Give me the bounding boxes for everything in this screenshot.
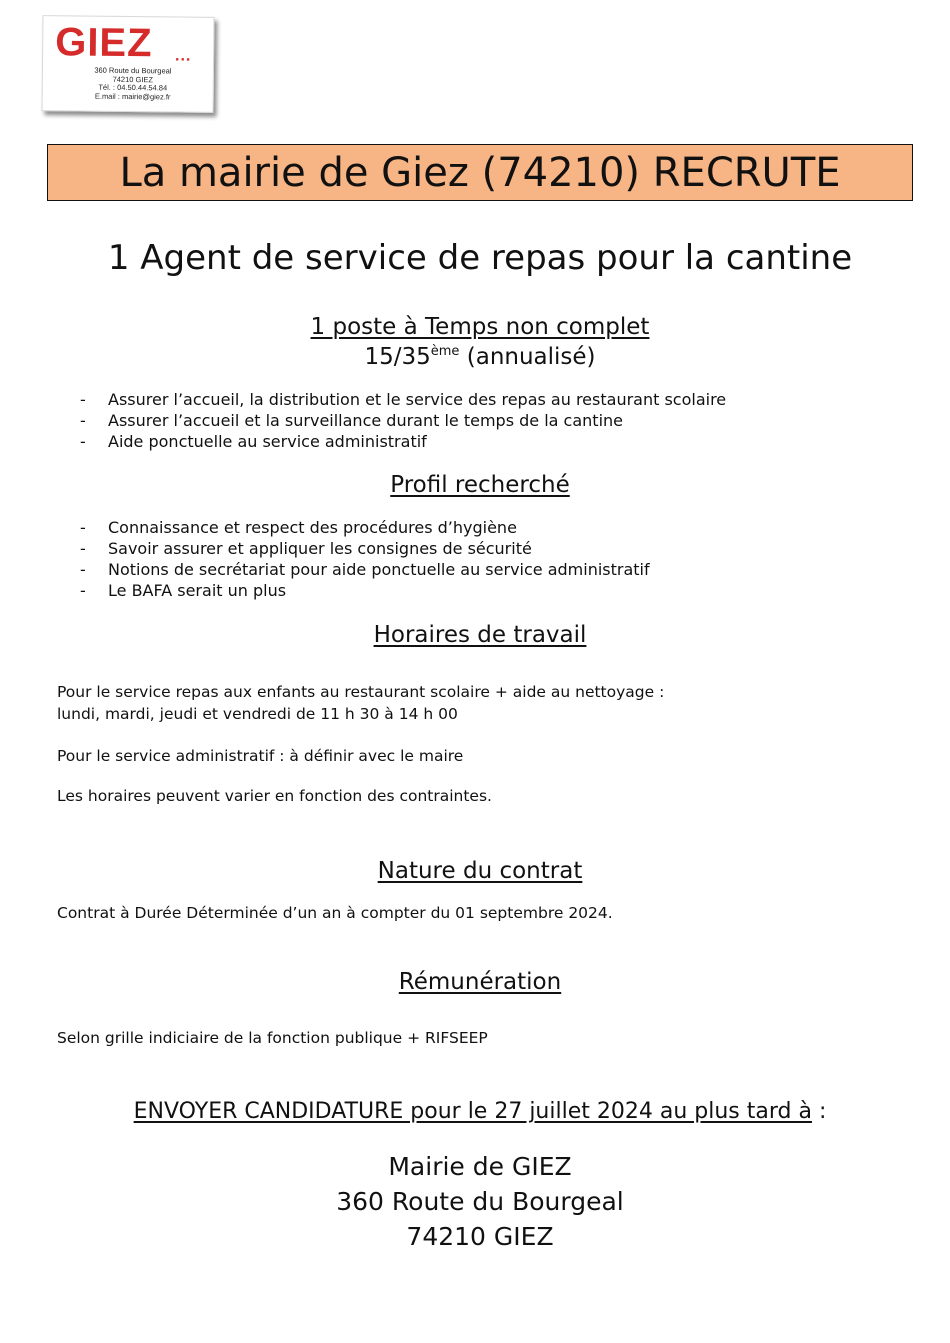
logo-contact-info: [63, 66, 203, 101]
list-item: - Notions de secrétariat pour aide ponctuelle au service administratif: [78, 559, 650, 580]
logo-dots: ...: [174, 47, 192, 65]
missions-list: [78, 389, 726, 452]
job-title: 1 Agent de service de repas pour la cantine: [107, 238, 853, 278]
address-line-1: Mairie de GIEZ: [388, 1152, 572, 1181]
contrat-text: Contrat à Durée Déterminée d’un an à compter du 01 septembre 2024.: [57, 904, 613, 922]
logo-card: [42, 15, 215, 113]
list-item: - Assurer l’accueil et la surveillance durant le temps de la cantine: [78, 410, 726, 431]
list-item: - Assurer l’accueil, la distribution et le service des repas au restaurant scolaire: [78, 389, 726, 410]
cta-suffix: :: [811, 1099, 827, 1124]
logo-phone: Tél. : 04.50.44.54.84: [98, 82, 168, 93]
address-line-3: 74210 GIEZ: [406, 1222, 554, 1251]
horaires-heading: Horaires de travail: [373, 622, 587, 648]
application-cta: [0, 1098, 950, 1126]
remuneration-heading: Rémunération: [398, 969, 562, 995]
horaires-line-4: Les horaires peuvent varier en fonction des contraintes.: [57, 787, 492, 805]
list-item: - Aide ponctuelle au service administratif: [78, 431, 726, 452]
contrat-heading: Nature du contrat: [377, 858, 583, 884]
cta-text: ENVOYER CANDIDATURE pour le 27 juillet 2024 au plus tard à: [133, 1099, 812, 1124]
horaires-line-1: Pour le service repas aux enfants au restaurant scolaire + aide au nettoyage :: [57, 683, 665, 701]
logo-brand: GIEZ: [54, 20, 153, 66]
page-title: La mairie de Giez (74210) RECRUTE: [119, 149, 841, 196]
poste-heading: 1 poste à Temps non complet: [310, 314, 650, 340]
address-line-2: 360 Route du Bourgeal: [336, 1187, 624, 1216]
title-banner: [47, 144, 913, 201]
horaires-line-3: Pour le service administratif : à définir avec le maire: [57, 747, 464, 765]
list-item: - Le BAFA serait un plus: [78, 580, 650, 601]
remuneration-text: Selon grille indiciaire de la fonction publique + RIFSEEP: [57, 1029, 488, 1047]
list-item: - Savoir assurer et appliquer les consignes de sécurité: [78, 538, 650, 559]
horaires-line-2: lundi, mardi, jeudi et vendredi de 11 h 30 à 14 h 00: [57, 705, 458, 723]
logo-address: 360 Route du Bourgeal: [94, 65, 172, 76]
poste-hours: [0, 343, 950, 371]
poste-note: (annualisé): [459, 344, 596, 370]
logo-email: E.mail : mairie@giez.fr: [94, 91, 171, 101]
profil-list: [78, 517, 650, 601]
list-item: - Connaissance et respect des procédures d’hygiène: [78, 517, 650, 538]
logo-city: 74210 GIEZ: [112, 74, 154, 84]
poste-sup: ème: [430, 344, 460, 359]
profil-heading: Profil recherché: [390, 472, 570, 498]
poste-fraction: 15/35: [364, 344, 431, 370]
